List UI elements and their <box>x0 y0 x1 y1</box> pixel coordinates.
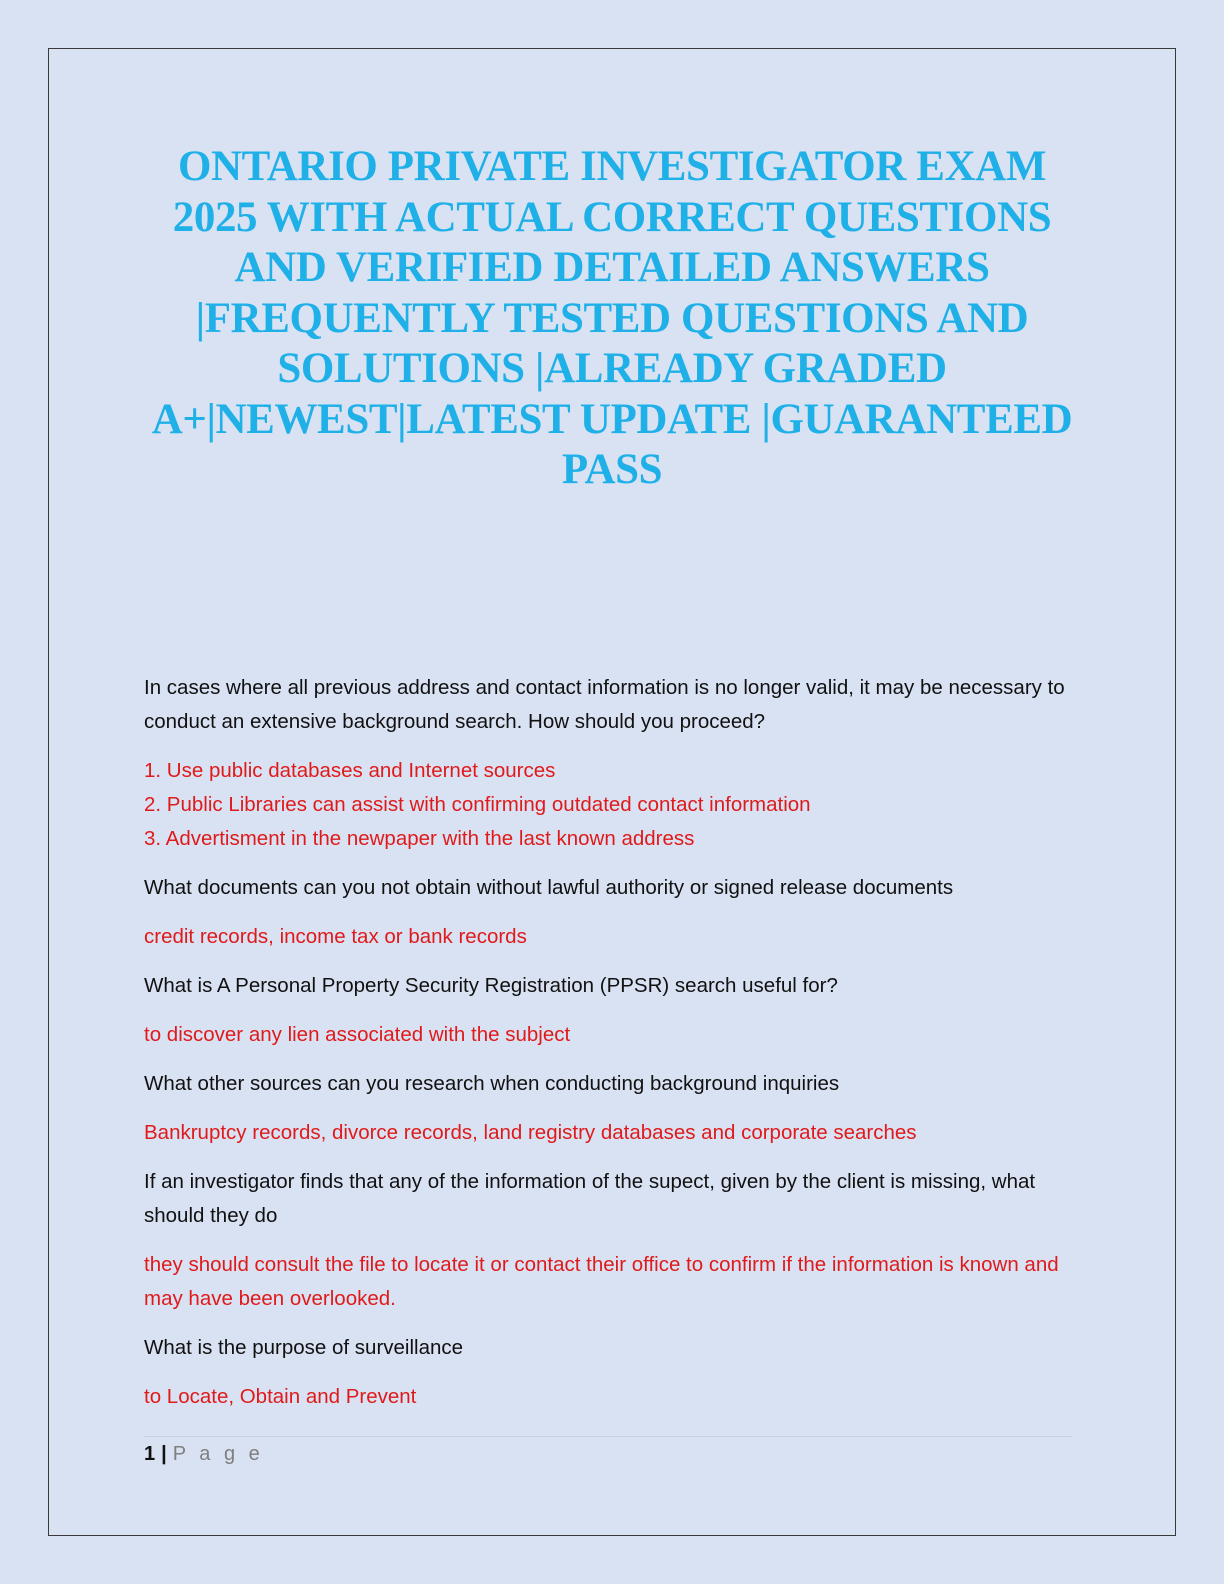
question-text: What other sources can you research when conducting background inquiries <box>144 1072 840 1095</box>
question-text: What is the purpose of surveillance <box>144 1336 464 1359</box>
title-line: 2025 WITH ACTUAL CORRECT QUESTIONS <box>172 193 1052 241</box>
question-text: What documents can you not obtain without lawful authority or signed release documents <box>144 876 954 899</box>
title-line: PASS <box>561 446 663 493</box>
page-footer <box>144 1440 264 1468</box>
page-number: 1 <box>144 1443 156 1465</box>
footer-separator: | <box>161 1443 167 1465</box>
title-line: A+|NEWEST|LATEST UPDATE |GUARANTEED <box>151 395 1073 443</box>
question-text: If an investigator finds that any of the information of the supect, given by the client is missing, what should they do <box>144 1170 1036 1227</box>
answer-list-item: 1. Use public databases and Internet sources <box>144 759 556 782</box>
answer-text: credit records, income tax or bank records <box>144 925 527 948</box>
footer-divider <box>144 1436 1072 1437</box>
title-line: AND VERIFIED DETAILED ANSWERS <box>234 244 990 291</box>
question-text: What is A Personal Property Security Registration (PPSR) search useful for? <box>144 974 838 997</box>
title-line: |FREQUENTLY TESTED QUESTIONS AND <box>195 294 1029 342</box>
title-line: ONTARIO PRIVATE INVESTIGATOR EXAM <box>177 143 1047 190</box>
page-label: P a g e <box>172 1443 264 1465</box>
answer-text: they should consult the file to locate it or contact their office to confirm if the information is known and may have been overlooked. <box>144 1253 1059 1310</box>
answer-list-item: 3. Advertisment in the newpaper with the last known address <box>144 827 695 850</box>
answer-text: to discover any lien associated with the subject <box>144 1023 571 1046</box>
answer-list-item: 2. Public Libraries can assist with confirming outdated contact information <box>144 793 811 816</box>
answer-list <box>144 754 1084 856</box>
answer-text: to Locate, Obtain and Prevent <box>144 1385 417 1408</box>
answer-text: Bankruptcy records, divorce records, land registry databases and corporate searches <box>144 1121 917 1144</box>
document-title <box>140 142 1084 496</box>
question-text: In cases where all previous address and contact information is no longer valid, it may be necessary to conduct an extensive background search. How should you proceed? <box>144 676 1065 733</box>
qa-content <box>144 671 1084 1429</box>
title-line: SOLUTIONS |ALREADY GRADED <box>277 345 947 392</box>
